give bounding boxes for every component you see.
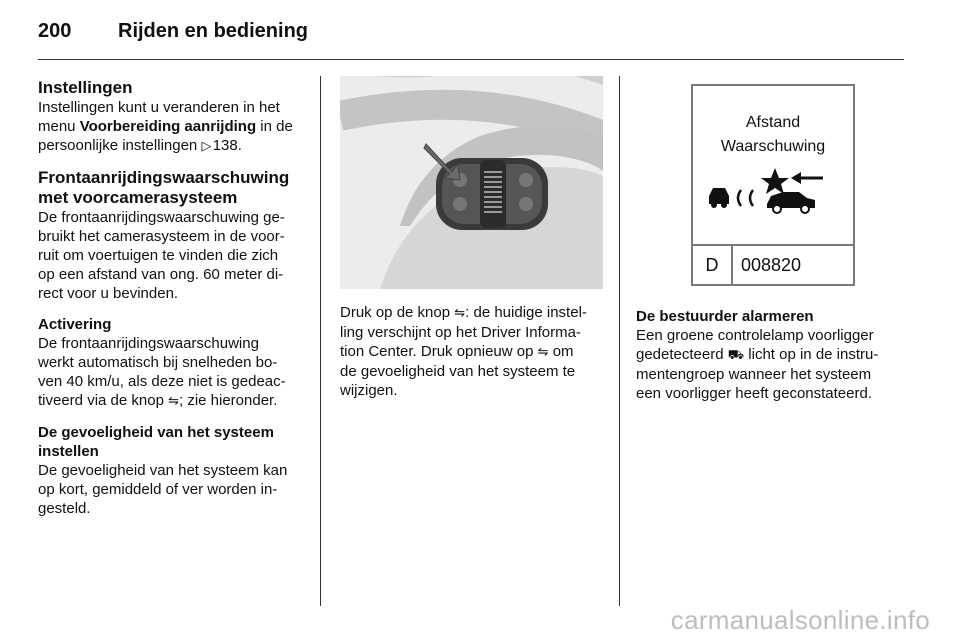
sensitivity-line: De gevoeligheid van het systeem kan [38, 462, 288, 479]
following-distance-button-icon: ⇋ [454, 306, 466, 321]
heading-fcw-2: met voorcamerasysteem [38, 188, 238, 207]
settings-line-3a: persoonlijke instellingen [38, 137, 202, 154]
instruction-line: de gevoeligheid van het systeem te [340, 363, 576, 380]
vehicle-ahead-icon: ⛟ [727, 348, 745, 363]
menu-name: Voorbereiding aanrijding [79, 118, 257, 135]
heading-alert-driver: De bestuurder alarmeren [636, 308, 814, 325]
fcw-line: rect voor u bevinden. [38, 285, 179, 302]
figure-code-number: 008820 [741, 255, 802, 275]
button-instruction [340, 303, 610, 400]
instruction-line: om [548, 343, 574, 360]
sensitivity-line: op kort, gemiddeld of ver worden in- [38, 481, 278, 498]
instruction-line: tion Center. Druk opnieuw op [340, 343, 538, 360]
settings-line-1: Instellingen kunt u veranderen in het [38, 99, 280, 116]
fcw-line: De frontaanrijdingswaarschuwing ge- [38, 209, 285, 226]
column-1 [38, 78, 313, 518]
activation-line: werkt automatisch bij snelheden bo- [38, 354, 278, 371]
page-reference[interactable]: 138. [212, 137, 242, 154]
reference-arrow-icon: ▷ [201, 139, 212, 154]
alert-text [636, 326, 916, 403]
instruction-line: : de huidige instel- [465, 304, 587, 321]
alert-line: Een groene controlelamp voorligger [636, 327, 874, 344]
steering-wheel-figure [340, 76, 603, 289]
settings-line-2c: in de [256, 118, 293, 135]
sensitivity-text [38, 461, 313, 518]
heading-settings: Instellingen [38, 78, 133, 97]
own-vehicle-icon [709, 188, 729, 208]
figure-code-row [693, 244, 853, 284]
activation-line: De frontaanrijdingswaarschuwing [38, 335, 259, 352]
following-distance-button-icon: ⇋ [537, 345, 549, 360]
page-title: Rijden en bediening [118, 20, 309, 42]
activation-line: ven 40 km/u, als deze niet is gedeac- [38, 373, 286, 390]
instruction-line: Druk op de knop [340, 304, 455, 321]
alert-line: een voorligger heeft geconstateerd. [636, 385, 872, 402]
figure-code-letter: D [693, 246, 733, 284]
warning-star-icon [761, 168, 789, 194]
fcw-text [38, 208, 313, 303]
display-panel [691, 84, 855, 286]
column-3 [636, 307, 916, 403]
watermark: carmanualsonline.info [670, 605, 930, 635]
settings-line-2a: menu [38, 118, 80, 135]
heading-sensitivity-2: instellen [38, 443, 99, 460]
fcw-line: op een afstand van ong. 60 meter di- [38, 266, 284, 283]
heading-sensitivity-1: De gevoeligheid van het systeem [38, 424, 274, 441]
left-arrow-icon [791, 172, 823, 184]
alert-line: gedetecteerd [636, 346, 728, 363]
column-2 [340, 303, 610, 400]
column-divider-1 [320, 76, 321, 606]
collision-warning-symbol [705, 166, 841, 216]
activation-text [38, 334, 313, 411]
activation-line: tiveerd via de knop [38, 392, 169, 409]
instruction-line: ling verschijnt op het Driver Informa- [340, 324, 581, 341]
heading-activation: Activering [38, 316, 112, 333]
alert-line: licht op in de instru- [744, 346, 879, 363]
distance-warning-display-figure [621, 76, 901, 289]
display-title-line-2: Waarschuwing [720, 138, 826, 155]
fcw-line: bruikt het camerasysteem in de voor- [38, 228, 285, 245]
instruction-line: wijzigen. [340, 382, 398, 399]
alert-line: mentengroep wanneer het systeem [636, 366, 872, 383]
page-number: 200 [38, 20, 72, 42]
vehicle-ahead-car-icon [767, 192, 815, 213]
heading-fcw-1: Frontaanrijdingswaarschuwing [38, 168, 290, 187]
steering-wheel-illustration [340, 76, 603, 289]
settings-text [38, 98, 313, 156]
activation-line: ; zie hieronder. [178, 392, 278, 409]
display-title-line-1: Afstand [745, 114, 801, 131]
column-divider-2 [619, 76, 620, 606]
header-rule [38, 59, 904, 60]
fcw-line: ruit om voertuigen te vinden die zich [38, 247, 279, 264]
following-distance-button-icon: ⇋ [168, 394, 179, 409]
sensitivity-line: gesteld. [38, 500, 91, 517]
